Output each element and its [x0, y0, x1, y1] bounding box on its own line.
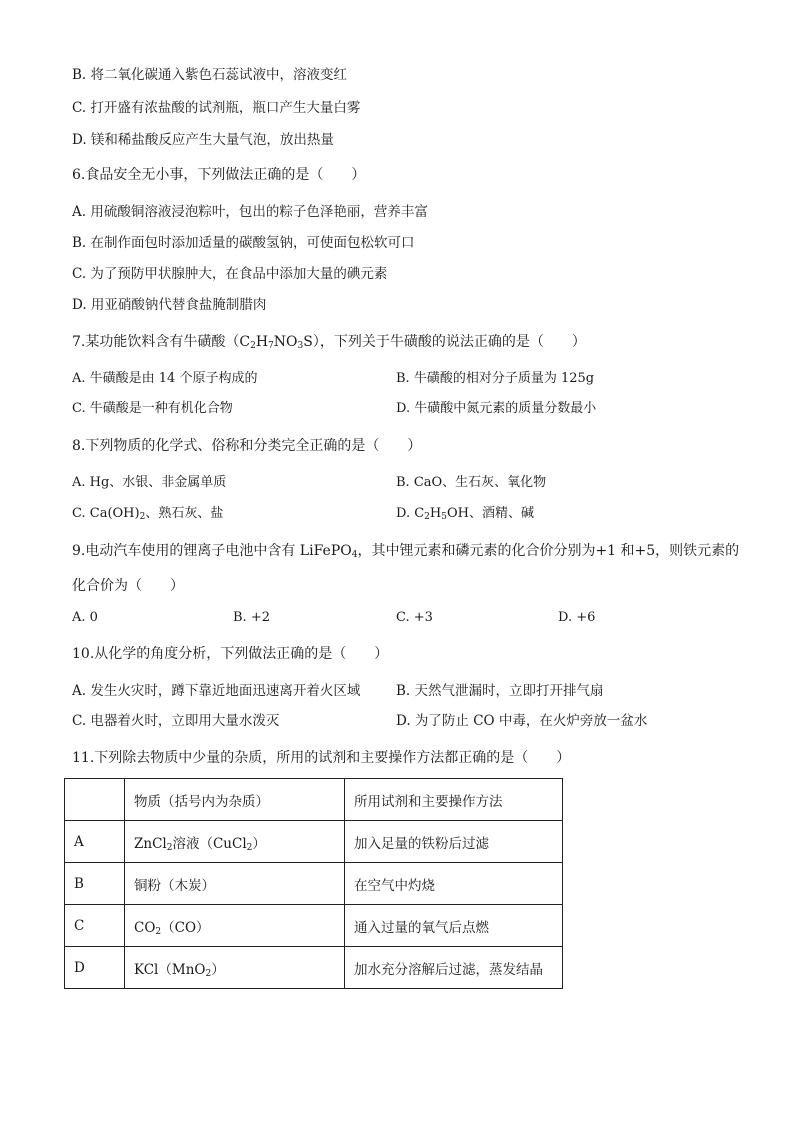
row-substance: 铜粉（木炭） — [125, 863, 345, 905]
q11-table — [64, 778, 563, 989]
q6-option-b: B. 在制作面包时添加适量的碳酸氢钠，可使面包松软可口 — [72, 235, 415, 251]
q9-option-d: D. +6 — [558, 610, 596, 625]
q6-option-a: A. 用硫酸铜溶液浸泡粽叶，包出的粽子色泽艳丽，营养丰富 — [72, 204, 428, 220]
q10-stem: 10.从化学的角度分析，下列做法正确的是（ ） — [72, 646, 389, 662]
row-label: B — [65, 863, 125, 905]
q10-option-a: A. 发生火灾时，蹲下靠近地面迅速离开着火区域 — [72, 683, 361, 699]
q11-stem: 11.下列除去物质中少量的杂质，所用的试剂和主要操作方法都正确的是（ ） — [72, 750, 571, 766]
q6-option-d: D. 用亚硝酸钠代替食盐腌制腊肉 — [72, 297, 267, 313]
q6-stem: 6.食品安全无小事，下列做法正确的是（ ） — [72, 167, 366, 183]
q7-option-c: C. 牛磺酸是一种有机化合物 — [72, 401, 233, 416]
row-substance: ZnCl$_2$溶液（CuCl$_2$） — [125, 821, 345, 863]
q9-option-c: C. +3 — [396, 610, 433, 625]
q10-option-b: B. 天然气泄漏时，立即打开排气扇 — [396, 683, 604, 699]
table-row — [65, 821, 563, 863]
row-method: 加入足量的铁粉后过滤 — [345, 821, 563, 863]
q5-option-c: C. 打开盛有浓盐酸的试剂瓶，瓶口产生大量白雾 — [72, 100, 361, 116]
table-header-cell: 所用试剂和主要操作方法 — [345, 779, 563, 821]
q10-option-c: C. 电器着火时，立即用大量水泼灭 — [72, 713, 280, 729]
q7-option-b: B. 牛磺酸的相对分子质量为 125g — [396, 371, 595, 386]
q7-option-a: A. 牛磺酸是由 14 个原子构成的 — [72, 371, 258, 386]
table-row — [65, 947, 563, 989]
q9-stem-line2: 化合价为（ ） — [72, 578, 184, 594]
row-label: C — [65, 905, 125, 947]
row-method: 通入过量的氧气后点燃 — [345, 905, 563, 947]
q5-option-d: D. 镁和稀盐酸反应产生大量气泡，放出热量 — [72, 132, 334, 148]
q5-option-b: B. 将二氧化碳通入紫色石蕊试液中，溶液变红 — [72, 67, 348, 83]
q8-option-a: A. Hg、水银、非金属单质 — [72, 475, 227, 490]
q6-option-c: C. 为了预防甲状腺肿大，在食品中添加大量的碘元素 — [72, 266, 388, 282]
q8-option-d: D. $C_2H_5OH$、酒精、碱 — [396, 506, 534, 522]
table-row — [65, 863, 563, 905]
table-header-cell: 物质（括号内为杂质） — [125, 779, 345, 821]
q9-stem-line1: 9.电动汽车使用的锂离子电池中含有 LiFePO$_4$，其中锂元素和磷元素的化合价分别为+1 和+5，则铁元素的 — [72, 543, 740, 560]
table-header-row — [65, 779, 563, 821]
q8-option-c: C. $Ca(OH)_2$、熟石灰、盐 — [72, 506, 224, 522]
table-row — [65, 905, 563, 947]
q10-option-d: D. 为了防止 CO 中毒，在火炉旁放一盆水 — [396, 713, 648, 729]
q8-option-b: B. CaO、生石灰、氧化物 — [396, 475, 547, 490]
row-label: D — [65, 947, 125, 989]
q7-option-d: D. 牛磺酸中氮元素的质量分数最小 — [396, 401, 597, 416]
row-substance: KCl（MnO$_2$） — [125, 947, 345, 989]
row-label: A — [65, 821, 125, 863]
row-substance: $CO_2(CO)$ — [125, 905, 345, 947]
row-method: 加水充分溶解后过滤，蒸发结晶 — [345, 947, 563, 989]
q8-stem: 8.下列物质的化学式、俗称和分类完全正确的是（ ） — [72, 438, 422, 454]
q9-option-b: B. +2 — [233, 610, 270, 625]
row-method: 在空气中灼烧 — [345, 863, 563, 905]
q9-option-a: A. 0 — [72, 610, 98, 625]
table-header-cell — [65, 779, 125, 821]
q7-stem: 7.某功能饮料含有牛磺酸$(C_2H_7NO_3S)$，下列关于牛磺酸的说法正确的是（ ） — [72, 334, 586, 351]
